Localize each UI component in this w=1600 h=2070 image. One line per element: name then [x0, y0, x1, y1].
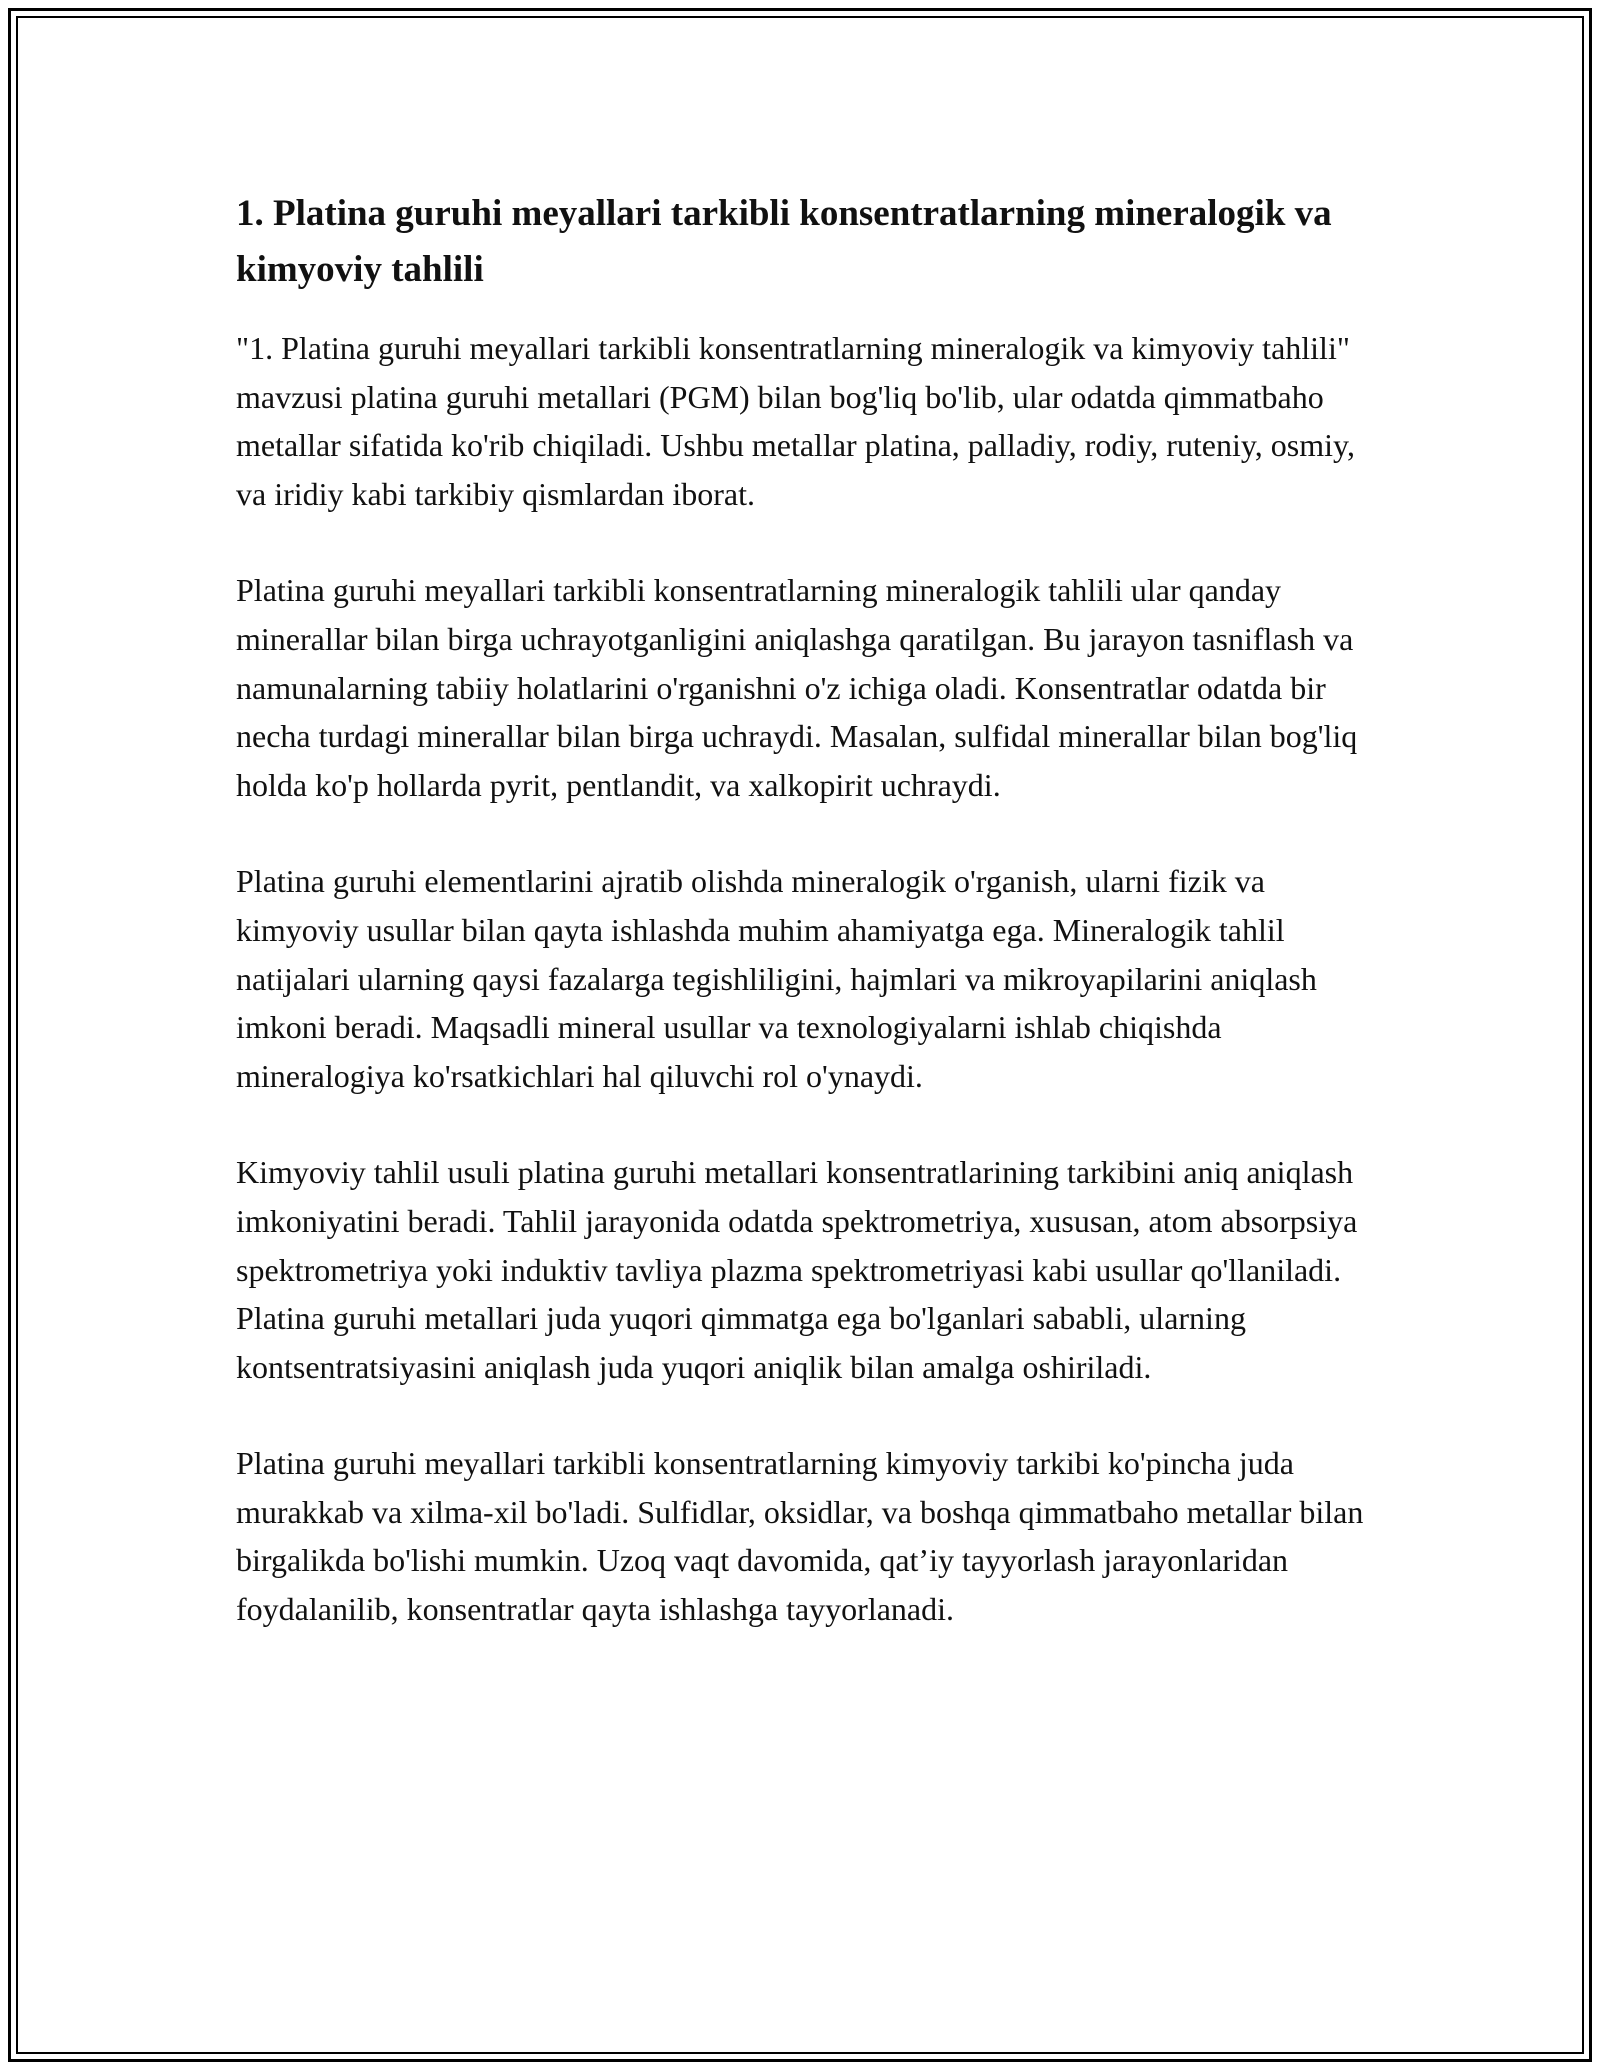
paragraph-mineralogical-analysis: Platina guruhi meyallari tarkibli konsentratlarning mineralogik tahlili ular qanday minerallar bilan birga uchrayotganligini aniqlashga qaratilgan. Bu jarayon tasniflash va namunalarning tabiiy holatlarini o'rganishni o'z ichiga oladi. Konsentratlar odatda bir necha turdagi minerallar bilan birga uchraydi. Masalan, sulfidal minerallar bilan bog'liq holda ko'p hollarda pyrit, pentlandit, va xalkopirit uchraydi.	[236, 572, 1358, 803]
paragraph-intro: "1. Platina guruhi meyallari tarkibli konsentratlarning mineralogik va kimyoviy tahlili" mavzusi platina guruhi metallari (PGM) bilan bog'liq bo'lib, ular odatda qimmatbaho metallar sifatida ko'rib chiqiladi. Ushbu metallar platina, palladiy, rodiy, ruteniy, osmiy, va iridiy kabi tarkibiy qismlardan iborat.	[236, 330, 1355, 512]
paragraph-chemical-composition: Platina guruhi meyallari tarkibli konsentratlarning kimyoviy tarkibi ko'pincha juda murakkab va xilma-xil bo'ladi. Sulfidlar, oksidlar, va boshqa qimmatbaho metallar bilan birgalikda bo'lishi mumkin. Uzoq vaqt davomida, qat’iy tayyorlash jarayonlaridan foydalanilib, konsentratlar qayta ishlashga tayyorlanadi.	[236, 1445, 1364, 1628]
paragraph-chemical-analysis: Kimyoviy tahlil usuli platina guruhi metallari konsentratlarining tarkibini aniq aniqlash imkoniyatini beradi. Tahlil jarayonida odatda spektrometriya, xususan, atom absorpsiya spektrometriya yoki induktiv tavliya plazma spektrometriyasi kabi usullar qo'llaniladi. Platina guruhi metallari juda yuqori qimmatga ega bo'lganlari sababli, ularning kontsentratsiyasini aniqlash juda yuqori aniqlik bilan amalga oshiriladi.	[236, 1154, 1358, 1385]
document-title: 1. Platina guruhi meyallari tarkibli konsentratlarning mineralogik va kimyoviy tahlili	[236, 193, 1332, 290]
document-body	[236, 186, 1376, 1682]
paragraph-mineralogical-importance: Platina guruhi elementlarini ajratib olishda mineralogik o'rganish, ularni fizik va kimyoviy usullar bilan qayta ishlashda muhim ahamiyatga ega. Mineralogik tahlil natijalari ularning qaysi fazalarga tegishliligini, hajmlari va mikroyapilarini aniqlash imkoni beradi. Maqsadli mineral usullar va texnologiyalarni ishlab chiqishda mineralogiya ko'rsatkichlari hal qiluvchi rol o'ynaydi.	[236, 863, 1317, 1094]
